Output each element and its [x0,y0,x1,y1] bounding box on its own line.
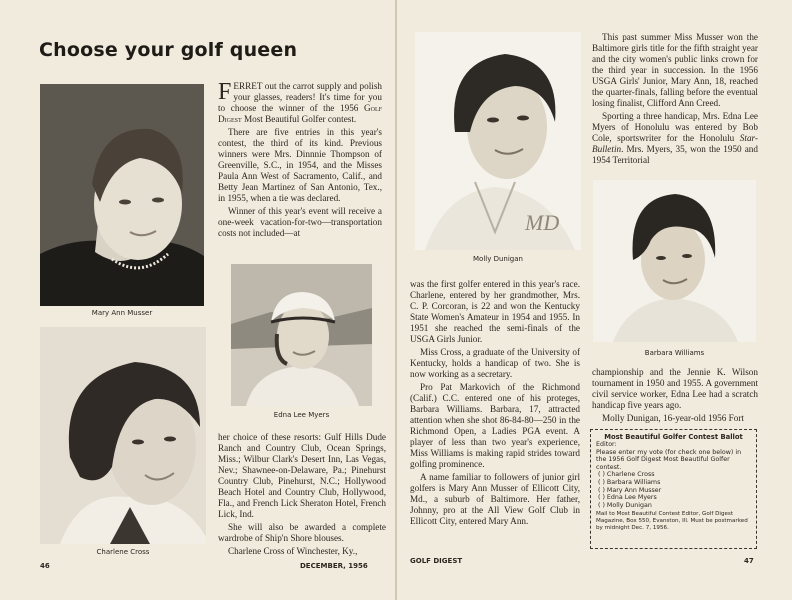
article-column-1: FERRET out the carrot supply and polish your glasses, readers! It's time for you to choose the winner of the 1956 Golf Digest Most Beautiful Golfer contest. There are five entries in this year's contest, the third of its kind. Previous winners were Mrs. Dinnnie Thompson of Greenville, S.C., in 1954, and the Misses Paula Ann West of Sacramento, Calif., and Betty Jean Martinez of San Antonio, Tex., in 1955, when a tie was declared. Winner of this year's event will receive a one-week vacation-for-two—transportation costs not included—at [218,79,382,238]
page-title: Choose your golf queen [39,39,298,61]
ballot-greeting: Editor: [596,441,617,448]
article-column-2 [218,432,386,559]
page-gutter [395,0,397,600]
article-column-4-bottom [592,367,758,426]
photo-mary-ann-musser [40,84,204,306]
caption-molly-dunigan: Molly Dunigan [473,255,523,263]
photo-molly-dunigan [415,32,581,250]
caption-barbara-williams: Barbara Williams [644,349,705,357]
ballot-option-edna[interactable]: ( ) Edna Lee Myers [598,494,657,502]
page-number-left: 46 [40,562,50,570]
svg-text:MD: MD [525,210,560,235]
photo-edna-lee-myers [231,264,372,406]
paragraph: There are five entries in this year's contest, the third of its kind. Previous winners were Mrs. Dinnnie Thompson of Greenville, S.C., in 1954, and the Misses Paula Ann West of Sacramento, Calif., and Betty Jean Martinez of San Antonio, Tex., in 1955, when a tie was declared. [218,127,382,203]
page-number-right: 47 [744,557,754,565]
paragraph: She will also be awarded a complete wardrobe of Ship'n Shore blouses. [218,522,386,543]
paragraph: her choice of these resorts: Gulf Hills Dude Ranch and Country Club, Ocean Springs, Miss.; Wilbur Clark's Desert Inn, Las Vegas, Nev.; Shawnee-on-Delaware, Pa.; Pinehurst Country Club, Pinehurst, N.C.; Hollywood Beach Hotel and Country Club, Hollywood, Fla., and French Lick Sheraton Hotel, French Lick, Ind. [218,432,386,519]
article-column-4-top: This past summer Miss Musser won the Baltimore girls title for the fifth straight year and the city women's public links crown for the third year in succession. In the 1956 USGA Girls' Junior, Mary Ann, 18, reached the quarter-finals, falling before the eventual losing finalist, Clifford Ann Creed. Sporting a three handicap, Mrs. Edna Lee Myers of Honolulu was entered by Bob Cole, sportswriter for the Honolulu Star-Bulletin. Mrs. Myers, 35, won the 1950 and 1954 Territorial [592,32,758,165]
ballot-instructions: Please enter my vote (for check one below) in the 1956 Golf Digest Most Beautiful Golfer contest. [596,448,742,471]
article-column-3 [410,279,580,529]
paragraph: Molly Dunigan, 16-year-old 1956 Fort [602,413,744,423]
photo-charlene-cross [40,327,206,544]
contest-ballot [590,429,757,549]
paragraph: Winner of this year's event will receive a one-week vacation-for-two—transportation costs not included—at [218,206,382,238]
paragraph: Miss Cross, a graduate of the University of Kentucky, holds a handicap of two. She is now working as a secretary. [410,347,580,379]
ballot-option-barbara[interactable]: ( ) Barbara Williams [598,478,661,486]
ballot-option-mary-ann[interactable]: ( ) Mary Ann Musser [598,486,662,494]
paragraph: Pro Pat Markovich of the Richmond (Calif.) C.C. entered one of his proteges, Barbara Williams. Barbara, 17, attracted attention when she shot 86-84-80—250 in the Richmond Open, a Ladies PGA event. A player of less than two year's experience, Miss Williams is making rapid strides toward golfing prominence. [410,382,580,469]
paragraph: This past summer Miss Musser won the Baltimore girls title for the fifth straight year and the city women's public links crown for the third year in succession. In the 1956 USGA Girls' Junior, Mary Ann, 18, reached the quarter-finals, falling before the eventual losing finalist, Clifford Ann Creed. [592,32,758,108]
photo-barbara-williams [593,180,756,342]
caption-edna-lee-myers: Edna Lee Myers [273,411,330,419]
ballot-mail-instructions: Mail to Most Beautiful Contest Editor, Golf Digest Magazine, Box 550, Evanston, Ill. Must be postmarked by midnight Dec. 7, 1956. [596,511,748,531]
caption-charlene-cross: Charlene Cross [96,548,150,556]
footer-magazine: GOLF DIGEST [410,557,463,565]
footer-date: DECEMBER, 1956 [300,562,368,570]
drop-cap: F [218,79,232,105]
caption-mary-ann-musser: Mary Ann Musser [91,309,153,317]
ballot-option-molly[interactable]: ( ) Molly Dunigan [598,501,652,509]
ballot-option-charlene[interactable]: ( ) Charlene Cross [598,471,655,479]
paragraph: was the first golfer entered in this year's race. Charlene, entered by her grandmother, Mrs. C. P. Corcoran, is 22 and won the Kentucky State Women's Amateur in 1954 and 1955. In 1951 she reached the semi-finals of the USGA Girls Junior. [410,279,580,344]
paragraph: A name familiar to followers of junior girl golfers is Mary Ann Musser of Ellicott City, Md., a suburb of Baltimore. Her father, Johnny, pro at the All View Golf Club in Ellicott City, entered Mary Ann. [410,472,580,526]
ballot-title: Most Beautiful Golfer Contest Ballot [604,433,743,441]
paragraph: championship and the Jennie K. Wilson tournament in 1950 and 1955. A government civil service worker, Edna Lee had a scratch handicap five years ago. [592,367,758,410]
paragraph: Charlene Cross of Winchester, Ky., [228,546,358,556]
